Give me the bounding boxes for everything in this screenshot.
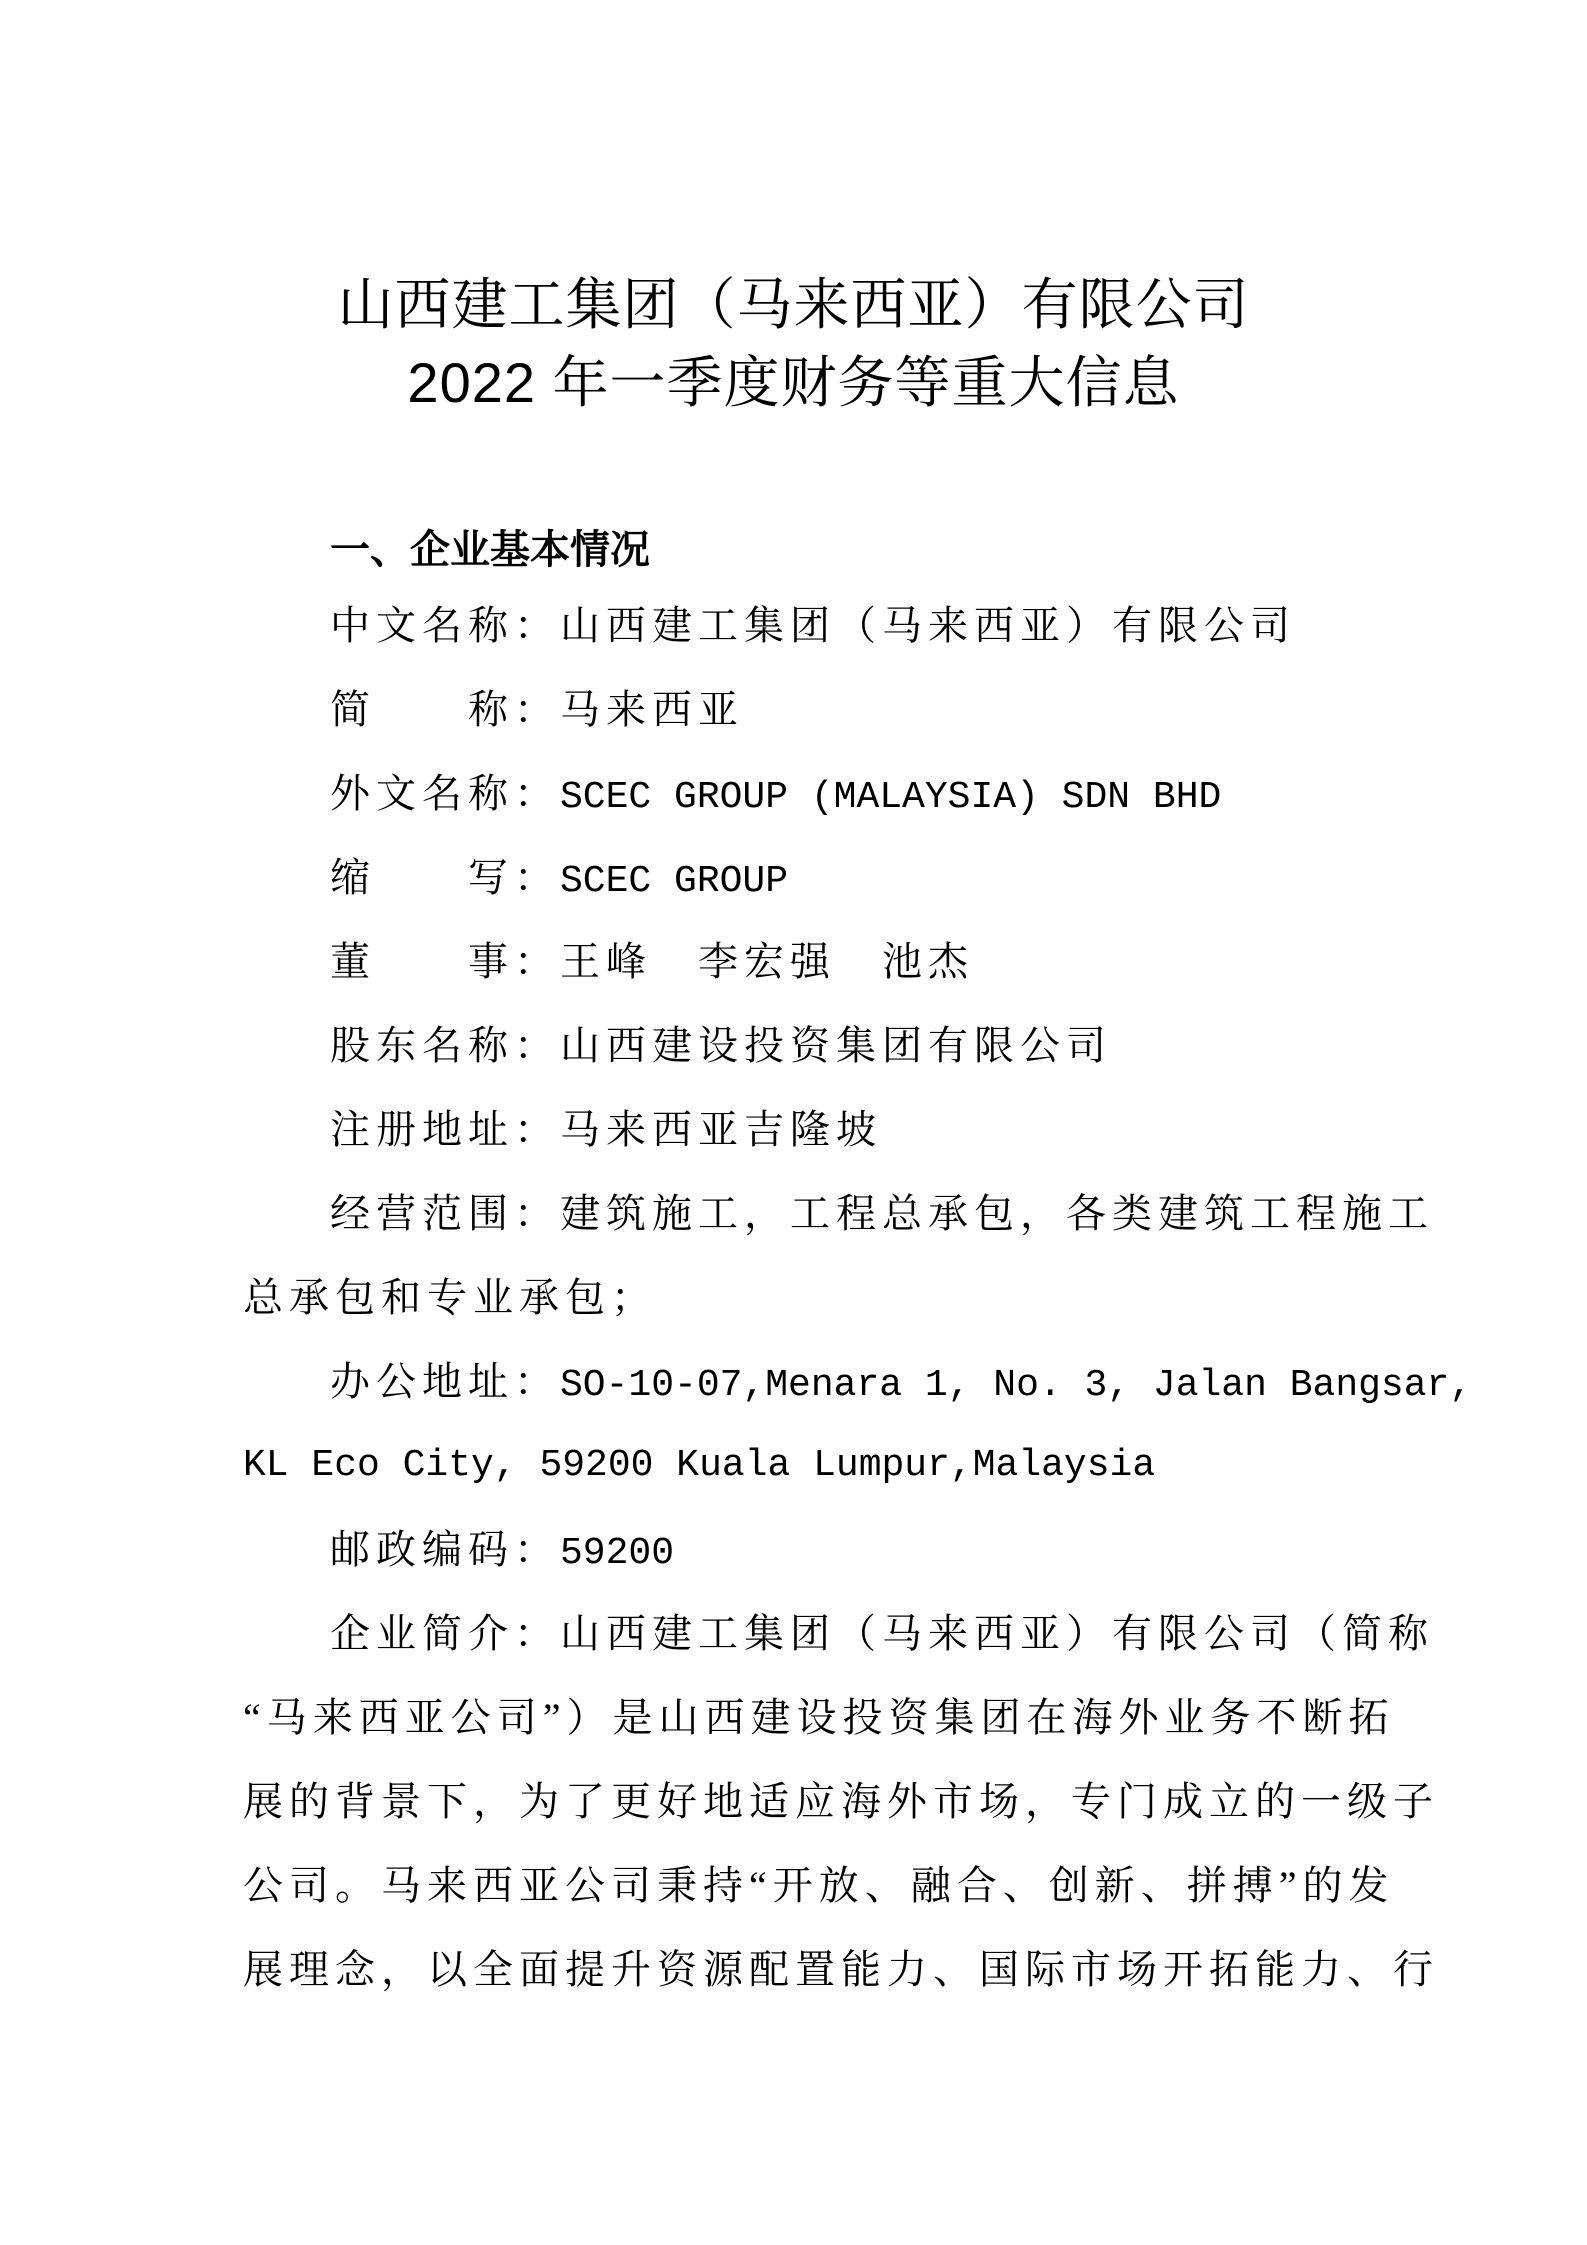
field-office-address bbox=[330, 1354, 1472, 1414]
profile-line: 展的背景下，为了更好地适应海外市场，专门成立的一级子 bbox=[243, 1779, 1439, 1824]
field-reg-address bbox=[330, 1102, 882, 1158]
field-directors bbox=[330, 934, 974, 990]
field-label: 外文名称： bbox=[330, 771, 560, 816]
field-label: 中文名称： bbox=[330, 603, 560, 648]
field-label: 经营范围： bbox=[330, 1191, 560, 1236]
field-office-address-cont: KL Eco City, 59200 Kuala Lumpur,Malaysia bbox=[243, 1444, 1156, 1487]
profile-line: 公司。马来西亚公司秉持“开放、融合、创新、拼搏”的发 bbox=[243, 1863, 1395, 1908]
field-value: 山西建设投资集团有限公司 bbox=[560, 1023, 1112, 1068]
field-value: 建筑施工，工程总承包，各类建筑工程施工 bbox=[560, 1191, 1434, 1236]
field-en-name bbox=[330, 766, 1221, 826]
profile-line: 展理念，以全面提升资源配置能力、国际市场开拓能力、行 bbox=[243, 1947, 1439, 1992]
field-shareholder bbox=[330, 1018, 1112, 1074]
field-label: 简 称： bbox=[330, 687, 560, 732]
field-business-scope-cont: 总承包和专业承包； bbox=[243, 1275, 657, 1320]
document-title-line1: 山西建工集团（马来西亚）有限公司 bbox=[337, 273, 1250, 336]
field-label: 邮政编码： bbox=[330, 1527, 560, 1572]
field-value: 山西建工集团（马来西亚）有限公司 bbox=[560, 603, 1296, 648]
profile-line: “马来西亚公司”）是山西建设投资集团在海外业务不断拓 bbox=[243, 1695, 1395, 1740]
field-value: SO-10-07,Menara 1, No. 3, Jalan Bangsar, bbox=[560, 1364, 1473, 1407]
field-value: SCEC GROUP (MALAYSIA) SDN BHD bbox=[560, 776, 1222, 819]
field-label: 注册地址： bbox=[330, 1107, 560, 1152]
field-label: 股东名称： bbox=[330, 1023, 560, 1068]
field-value: 59200 bbox=[560, 1532, 675, 1575]
field-value: 马来西亚 bbox=[560, 687, 744, 732]
field-label: 办公地址： bbox=[330, 1359, 560, 1404]
document-title-line2: 2022 年一季度财务等重大信息 bbox=[407, 351, 1180, 414]
field-short-name bbox=[330, 682, 744, 738]
field-abbr bbox=[330, 850, 788, 910]
field-profile bbox=[330, 1606, 1434, 1662]
field-label: 企业简介： bbox=[330, 1611, 560, 1656]
field-value: 马来西亚吉隆坡 bbox=[560, 1107, 882, 1152]
field-postcode bbox=[330, 1522, 674, 1582]
field-value: 王峰 李宏强 池杰 bbox=[560, 939, 974, 984]
field-cn-name bbox=[330, 598, 1296, 654]
section-heading: 一、企业基本情况 bbox=[330, 528, 650, 572]
field-label: 董 事： bbox=[330, 939, 560, 984]
field-business-scope bbox=[330, 1186, 1434, 1242]
field-label: 缩 写： bbox=[330, 855, 560, 900]
field-value: SCEC GROUP bbox=[560, 860, 789, 903]
field-value: 山西建工集团（马来西亚）有限公司（简称 bbox=[560, 1611, 1434, 1656]
